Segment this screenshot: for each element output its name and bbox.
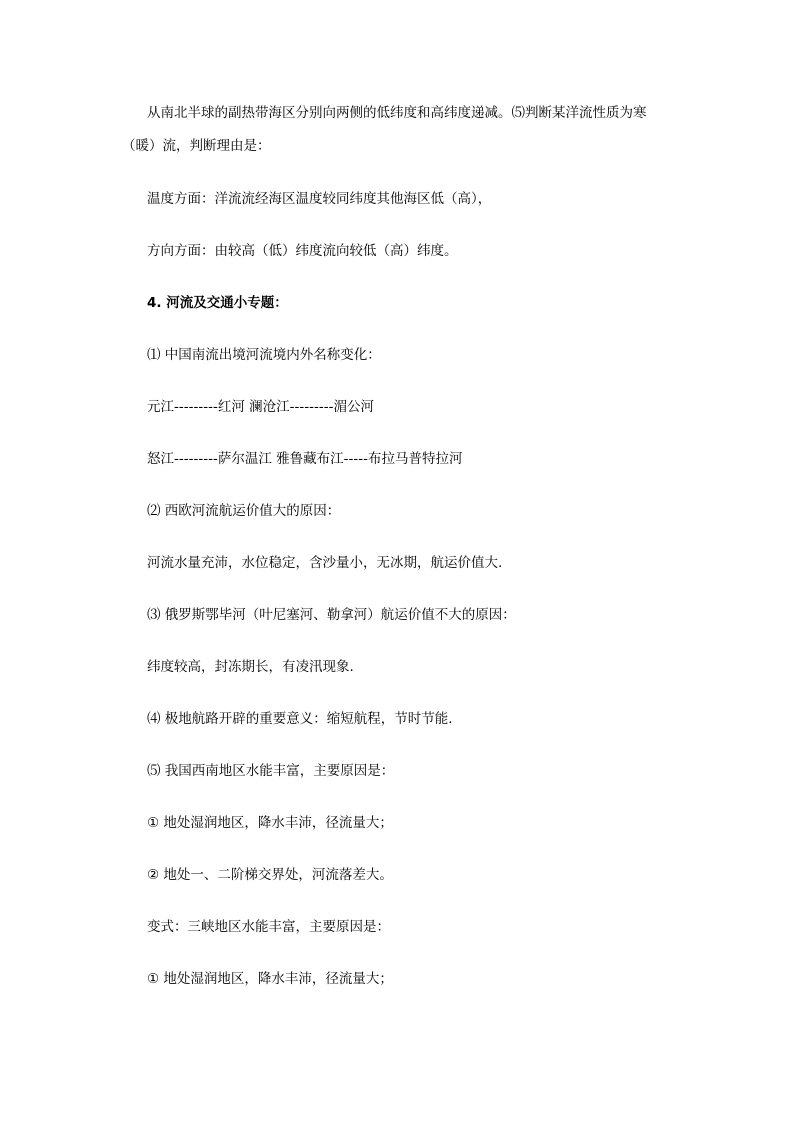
paragraph-line-16: ② 地处一、二阶梯交界处，河流落差大。 bbox=[147, 867, 393, 883]
paragraph-line-12: 纬度较高，封冻期长，有凌汛现象. bbox=[147, 659, 354, 675]
paragraph-line-17: 变式：三峡地区水能丰富，主要原因是： bbox=[147, 919, 390, 935]
paragraph-line-6: ⑴ 中国南流出境河流境内外名称变化： bbox=[147, 347, 381, 363]
section-heading: 4. 河流及交通小专题： bbox=[147, 295, 288, 311]
paragraph-line-7: 元江---------红河 澜沧江---------湄公河 bbox=[147, 399, 374, 415]
paragraph-line-2: （暖）流，判断理由是： bbox=[122, 138, 271, 154]
paragraph-line-11: ⑶ 俄罗斯鄂毕河（叶尼塞河、勒拿河）航运价值不大的原因： bbox=[147, 607, 516, 623]
paragraph-line-14: ⑸ 我国西南地区水能丰富，主要原因是： bbox=[147, 763, 395, 779]
paragraph-line-13: ⑷ 极地航路开辟的重要意义：缩短航程，节时节能. bbox=[147, 711, 453, 727]
paragraph-line-1: 从南北半球的副热带海区分别向两侧的低纬度和高纬度递减。⑸判断某洋流性质为寒 bbox=[147, 105, 647, 121]
paragraph-line-3: 温度方面：洋流流经海区温度较同纬度其他海区低（高）， bbox=[147, 191, 492, 207]
paragraph-line-9: ⑵ 西欧河流航运价值大的原因： bbox=[147, 503, 341, 519]
paragraph-line-4: 方向方面：由较高（低）纬度流向较低（高）纬度。 bbox=[147, 243, 458, 259]
paragraph-line-15: ① 地处湿润地区，降水丰沛，径流量大； bbox=[147, 815, 393, 831]
paragraph-line-18: ① 地处湿润地区，降水丰沛，径流量大； bbox=[147, 971, 393, 987]
paragraph-line-8: 怒江---------萨尔温江 雅鲁藏布江-----布拉马普特拉河 bbox=[147, 451, 463, 467]
paragraph-line-10: 河流水量充沛，水位稳定，含沙量小，无冰期，航运价值大. bbox=[147, 555, 503, 571]
